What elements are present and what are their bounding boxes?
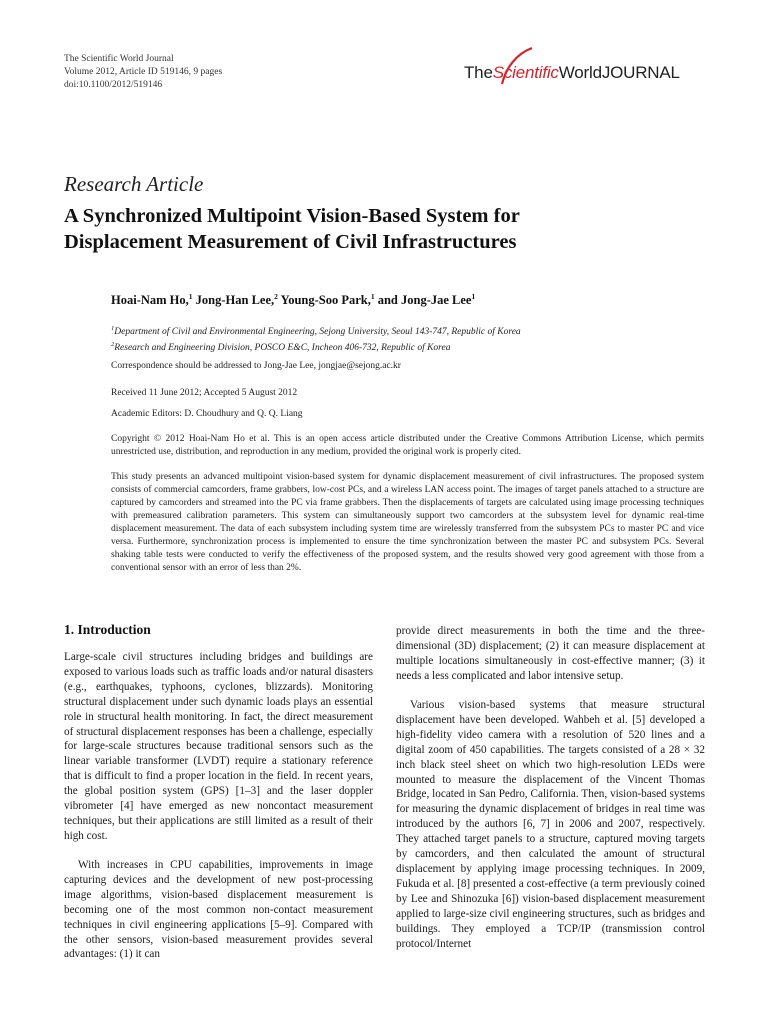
received-dates: Received 11 June 2012; Accepted 5 August 2012 [111,388,298,398]
article-type: Research Article [64,172,204,196]
author-affil-sup: 1 [471,292,476,301]
academic-editors: Academic Editors: D. Choudhury and Q. Q. Liang [111,409,303,419]
section-heading: 1. Introduction [64,622,151,637]
correspondence-prefix: Correspondence should be addressed to Jong-Jae Lee, [111,361,316,371]
logo-text [464,63,680,83]
paragraph: Large-scale civil structures including bridges and buildings are exposed to various loads such as traffic loads and/or natural disasters (e.g., earthquakes, typhoons, cyclones, blizzards). Monitoring structural displacement under such dynamic loads plays an essential role in structural health monitoring. In fact, the direct measurement of structural displacement responses has been a challenge, especially for large-scale structures because traditional sensors such as the linear variable transformer (LVDT) require a stationary reference that is difficult to find a proper location in the field. In recent years, the global position system (GPS) [1–3] and the laser doppler vibrometer [4] have emerged as new noncontact measurement techniques, but their applications are still limited as a result of their high cost. [64,651,373,842]
affiliation-2 [111,339,521,355]
affil-text: Research and Engineering Division, POSCO E&C, Incheon 406-732, Republic of Korea [114,342,451,353]
journal-name: The Scientific World Journal [64,54,174,64]
paragraph: Various vision-based systems that measure structural displacement have been developed. Wahbeh et al. [5] developed a high-fidelity video camera with a resolution of 520 lines and a digital zoom of 450 capabilities. The targets consisted of a 28 × 32 inch black steel sheet on which two high-resolution LEDs were mounted to measure the displacement of the Vincent Thomas Bridge, located in San Pedro, California. Then, vision-based systems for measuring the dynamic displacement of bridges in real time was introduced by the authors [6, 7] in 2006 and 2007, respectively. They attached target panels to a structure, captured moving targets by camcorders, and then calculated the amount of structural displacement by applying image processing techniques. In 2009, Fukuda et al. [8] presented a cost-effective (a term previously coined by Lee and Shinozuka [6]) vision-based displacement measurement applied to large-size civil engineering structures, such as bridges and buildings. They employed a TCP/IP (transmission control protocol/Internet [396,699,705,950]
title-line-1: A Synchronized Multipoint Vision-Based System for [64,205,520,227]
right-column-paragraph-1 [396,624,705,684]
journal-meta [64,53,222,92]
journal-volume: Volume 2012, Article ID 519146, 9 pages [64,67,223,77]
logo-scientific: Scientific [492,63,559,82]
article-title [64,203,684,255]
affil-sup: 1 [111,325,115,332]
affil-sup: 2 [111,340,115,348]
left-column-paragraph-1 [64,650,373,844]
affil-text: Department of Civil and Environmental Engineering, Sejong University, Seoul 143-747, Republic of Korea [114,327,521,338]
paragraph: With increases in CPU capabilities, improvements in image capturing devices and the development of new post-processing image algorithms, vision-based displacement measurement is becoming one of the most common non-contact measurement techniques in civil engineering applications [5–9]. Compared with the other sensors, vision-based measurement provides several advantages: (1) it can [64,859,373,961]
correspondence [111,361,401,371]
left-column-paragraph-2 [64,858,373,962]
correspondence-email-link[interactable]: jongjae@sejong.ac.kr [318,361,401,371]
author-name: Young-Soo Park, [280,293,371,308]
right-column-paragraph-2 [396,698,705,951]
author-affil-sup: 1 [370,292,375,301]
affiliations [111,323,521,354]
journal-logo [464,46,714,86]
logo-world-journal: WorldJOURNAL [558,63,680,82]
copyright-notice: Copyright © 2012 Hoai-Nam Ho et al. This is an open access article distributed under the Creative Commons Attribution License, which permits unrestricted use, distribution, and reproduction in any medium, provided the original work is properly cited. [111,434,704,457]
author-name: Hoai-Nam Ho, [111,293,189,308]
paragraph: provide direct measurements in both the time and the three-dimensional (3D) displacement; (2) it can measure displacement at multiple locations simultaneously in cost-effective manner; (3) it needs a less complicated and labor intensive setup. [396,625,705,682]
author-affil-sup: 2 [274,292,278,301]
logo-the: The [464,63,493,82]
journal-doi: doi:10.1100/2012/519146 [64,80,163,90]
abstract: This study presents an advanced multipoint vision-based system for dynamic displacement measurement of civil infrastructures. The proposed system consists of commercial camcorders, frame grabbers, low-cost PCs, and a wireless LAN access point. The images of target panels attached to a structure are captured by camcorders and streamed into the PC via frame grabbers. Then the displacements of targets are calculated using image processing techniques with premeasured calibration parameters. This system can simultaneously support two camcorders at the subsystem level for dynamic real-time displacement measurement. The data of each subsystem including system time are wirelessly transferred from the subsystem PCs to master PC and vice versa. Furthermore, synchronization process is implemented to ensure the time synchronization between the master PC and subsystem PCs. Several shaking table tests were conducted to verify the effectiveness of the proposed system, and the results showed very good agreement with those from a conventional sensor with an error of less than 2%. [111,472,704,573]
title-line-2: Displacement Measurement of Civil Infrastructures [64,231,517,253]
author-affil-sup: 1 [188,292,193,301]
author-name: Jong-Han Lee, [195,293,275,308]
author-list [111,292,475,308]
affiliation-1 [111,323,521,339]
author-name: and Jong-Jae Lee [377,293,472,308]
